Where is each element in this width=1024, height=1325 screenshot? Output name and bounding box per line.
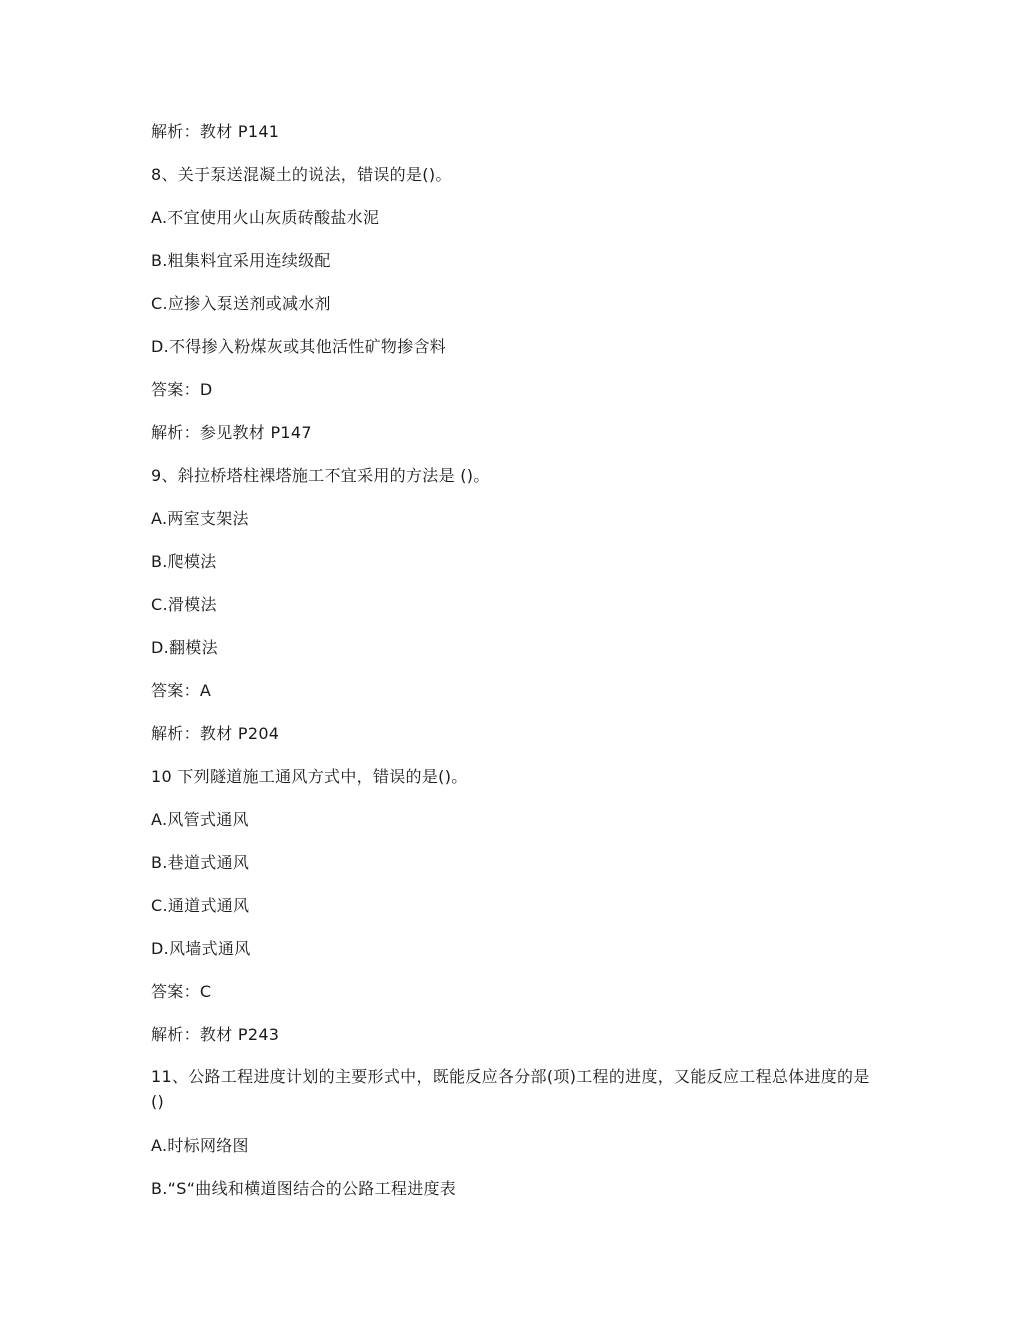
q9-option-c: C.滑模法 bbox=[151, 595, 217, 614]
q10-option-c: C.通道式通风 bbox=[151, 896, 250, 915]
q9-option-a: A.两室支架法 bbox=[151, 509, 249, 528]
q10-answer: 答案：C bbox=[151, 982, 212, 1001]
q9-option-d: D.翻模法 bbox=[151, 638, 218, 657]
analysis-q7: 解析：教材 P141 bbox=[151, 122, 280, 141]
question-11: 11、公路工程进度计划的主要形式中，既能反应各分部(项)工程的进度，又能反应工程总体进度的是() bbox=[151, 1067, 870, 1111]
q8-option-d: D.不得掺入粉煤灰或其他活性矿物掺含料 bbox=[151, 337, 447, 356]
question-8: 8、关于泵送混凝土的说法，错误的是()。 bbox=[151, 165, 452, 184]
q9-answer: 答案：A bbox=[151, 681, 212, 700]
q8-option-b: B.粗集料宜采用连续级配 bbox=[151, 251, 331, 270]
q8-analysis: 解析：参见教材 P147 bbox=[151, 423, 312, 442]
question-10: 10 下列隧道施工通风方式中，错误的是()。 bbox=[151, 767, 468, 786]
q11-option-b: B.“S“曲线和横道图结合的公路工程进度表 bbox=[151, 1179, 457, 1198]
q9-option-b: B.爬模法 bbox=[151, 552, 217, 571]
q8-answer: 答案：D bbox=[151, 380, 213, 399]
q8-option-a: A.不宜使用火山灰质砖酸盐水泥 bbox=[151, 208, 380, 227]
q10-option-b: B.巷道式通风 bbox=[151, 853, 250, 872]
q10-analysis: 解析：教材 P243 bbox=[151, 1025, 280, 1044]
question-9: 9、斜拉桥塔柱裸塔施工不宜采用的方法是 ()。 bbox=[151, 466, 490, 485]
q11-option-a: A.时标网络图 bbox=[151, 1136, 249, 1155]
q10-option-d: D.风墙式通风 bbox=[151, 939, 251, 958]
q10-option-a: A.风管式通风 bbox=[151, 810, 249, 829]
q9-analysis: 解析：教材 P204 bbox=[151, 724, 280, 743]
q8-option-c: C.应掺入泵送剂或减水剂 bbox=[151, 294, 331, 313]
